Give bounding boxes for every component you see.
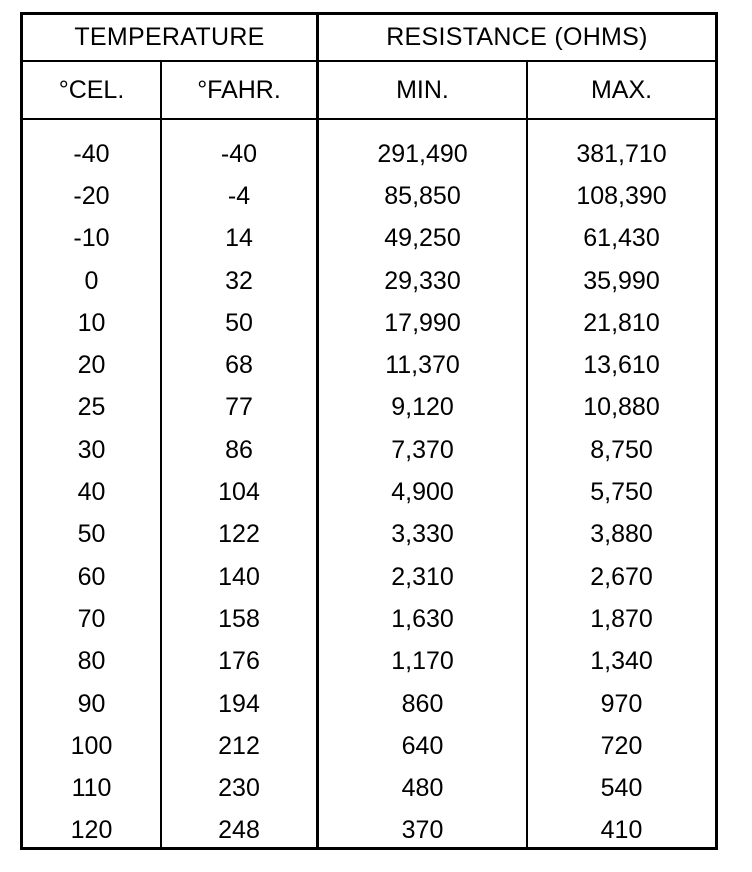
cell-fahrenheit: 50	[225, 308, 253, 337]
cell-fahrenheit: 86	[225, 435, 253, 464]
header-celsius: °CEL.	[58, 75, 125, 104]
table-row	[23, 810, 715, 852]
cell-max-ohms: 21,810	[583, 308, 660, 337]
cell-celsius: 110	[71, 774, 112, 803]
cell-min-ohms: 3,330	[391, 520, 454, 549]
cell-fahrenheit: -40	[220, 139, 258, 168]
cell-max-ohms: 1,870	[590, 604, 653, 633]
table-row	[23, 556, 715, 598]
table-row	[23, 387, 715, 429]
table-row	[23, 260, 715, 302]
table-row	[23, 767, 715, 809]
cell-celsius: 10	[77, 308, 106, 337]
cell-min-ohms: 11,370	[385, 351, 460, 380]
cell-max-ohms: 410	[600, 816, 643, 845]
cell-min-ohms: 640	[401, 731, 444, 760]
cell-fahrenheit: 14	[225, 224, 253, 253]
cell-min-ohms: 2,310	[391, 562, 454, 591]
cell-celsius: 50	[77, 520, 106, 549]
cell-max-ohms: 540	[600, 774, 643, 803]
cell-max-ohms: 35,990	[583, 266, 660, 295]
cell-max-ohms: 1,340	[590, 647, 653, 676]
cell-celsius: -40	[73, 139, 110, 168]
cell-celsius: -10	[73, 224, 110, 253]
cell-min-ohms: 9,120	[391, 393, 454, 422]
cell-fahrenheit: 122	[218, 520, 260, 549]
table-row	[23, 514, 715, 556]
cell-fahrenheit: 77	[225, 393, 253, 422]
cell-max-ohms: 381,710	[576, 139, 667, 168]
cell-celsius: 70	[77, 604, 106, 633]
cell-min-ohms: 85,850	[384, 181, 461, 210]
cell-celsius: 60	[77, 562, 106, 591]
header-temperature: TEMPERATURE	[74, 23, 265, 51]
cell-fahrenheit: 68	[225, 351, 253, 380]
cell-max-ohms: 8,750	[590, 435, 653, 464]
header-resistance: RESISTANCE (OHMS)	[386, 23, 648, 51]
cell-min-ohms: 860	[401, 689, 444, 718]
table-row	[23, 641, 715, 683]
cell-celsius: 0	[84, 266, 99, 295]
header-max: MAX.	[590, 75, 653, 104]
cell-celsius: 120	[70, 816, 113, 845]
table-row	[23, 344, 715, 386]
header-min: MIN.	[396, 75, 449, 104]
cell-fahrenheit: 32	[225, 266, 253, 295]
table-body	[23, 133, 715, 852]
table-row	[23, 598, 715, 640]
cell-min-ohms: 29,330	[384, 266, 461, 295]
cell-min-ohms: 480	[401, 774, 444, 803]
header-fahrenheit: °FAHR.	[197, 75, 281, 104]
cell-celsius: -20	[73, 181, 110, 210]
cell-fahrenheit: 158	[218, 604, 260, 633]
cell-min-ohms: 1,630	[391, 604, 454, 633]
cell-max-ohms: 2,670	[590, 562, 653, 591]
cell-celsius: 90	[77, 689, 106, 718]
cell-max-ohms: 13,610	[583, 351, 660, 380]
cell-celsius: 25	[77, 393, 106, 422]
cell-min-ohms: 4,900	[391, 478, 454, 507]
cell-fahrenheit: 140	[218, 562, 260, 591]
cell-celsius: 100	[70, 731, 113, 760]
table-row	[23, 683, 715, 725]
table-row	[23, 725, 715, 767]
cell-min-ohms: 17,990	[384, 308, 461, 337]
cell-celsius: 30	[77, 435, 106, 464]
cell-fahrenheit: 248	[218, 816, 260, 845]
cell-max-ohms: 5,750	[590, 478, 653, 507]
table-row	[23, 429, 715, 471]
cell-fahrenheit: 212	[218, 731, 260, 760]
cell-celsius: 20	[77, 351, 106, 380]
row-divider	[23, 118, 715, 120]
cell-fahrenheit: 176	[218, 647, 260, 676]
cell-max-ohms: 3,880	[590, 520, 653, 549]
cell-fahrenheit: 194	[218, 689, 260, 718]
resistance-table	[20, 12, 718, 850]
cell-fahrenheit: -4	[227, 181, 251, 210]
cell-min-ohms: 49,250	[384, 224, 461, 253]
cell-min-ohms: 370	[401, 816, 444, 845]
table-row	[23, 133, 715, 175]
cell-fahrenheit: 230	[218, 774, 260, 803]
cell-min-ohms: 291,490	[377, 139, 468, 168]
cell-min-ohms: 1,170	[391, 647, 454, 676]
cell-max-ohms: 970	[600, 689, 643, 718]
table-row	[23, 302, 715, 344]
cell-max-ohms: 108,390	[576, 181, 667, 210]
cell-max-ohms: 720	[600, 731, 643, 760]
table-row	[23, 218, 715, 260]
cell-min-ohms: 7,370	[391, 435, 454, 464]
cell-celsius: 40	[77, 478, 106, 507]
cell-max-ohms: 10,880	[583, 393, 660, 422]
table-row	[23, 471, 715, 513]
cell-celsius: 80	[77, 647, 106, 676]
cell-fahrenheit: 104	[218, 478, 260, 507]
table-row	[23, 175, 715, 217]
cell-max-ohms: 61,430	[583, 224, 660, 253]
